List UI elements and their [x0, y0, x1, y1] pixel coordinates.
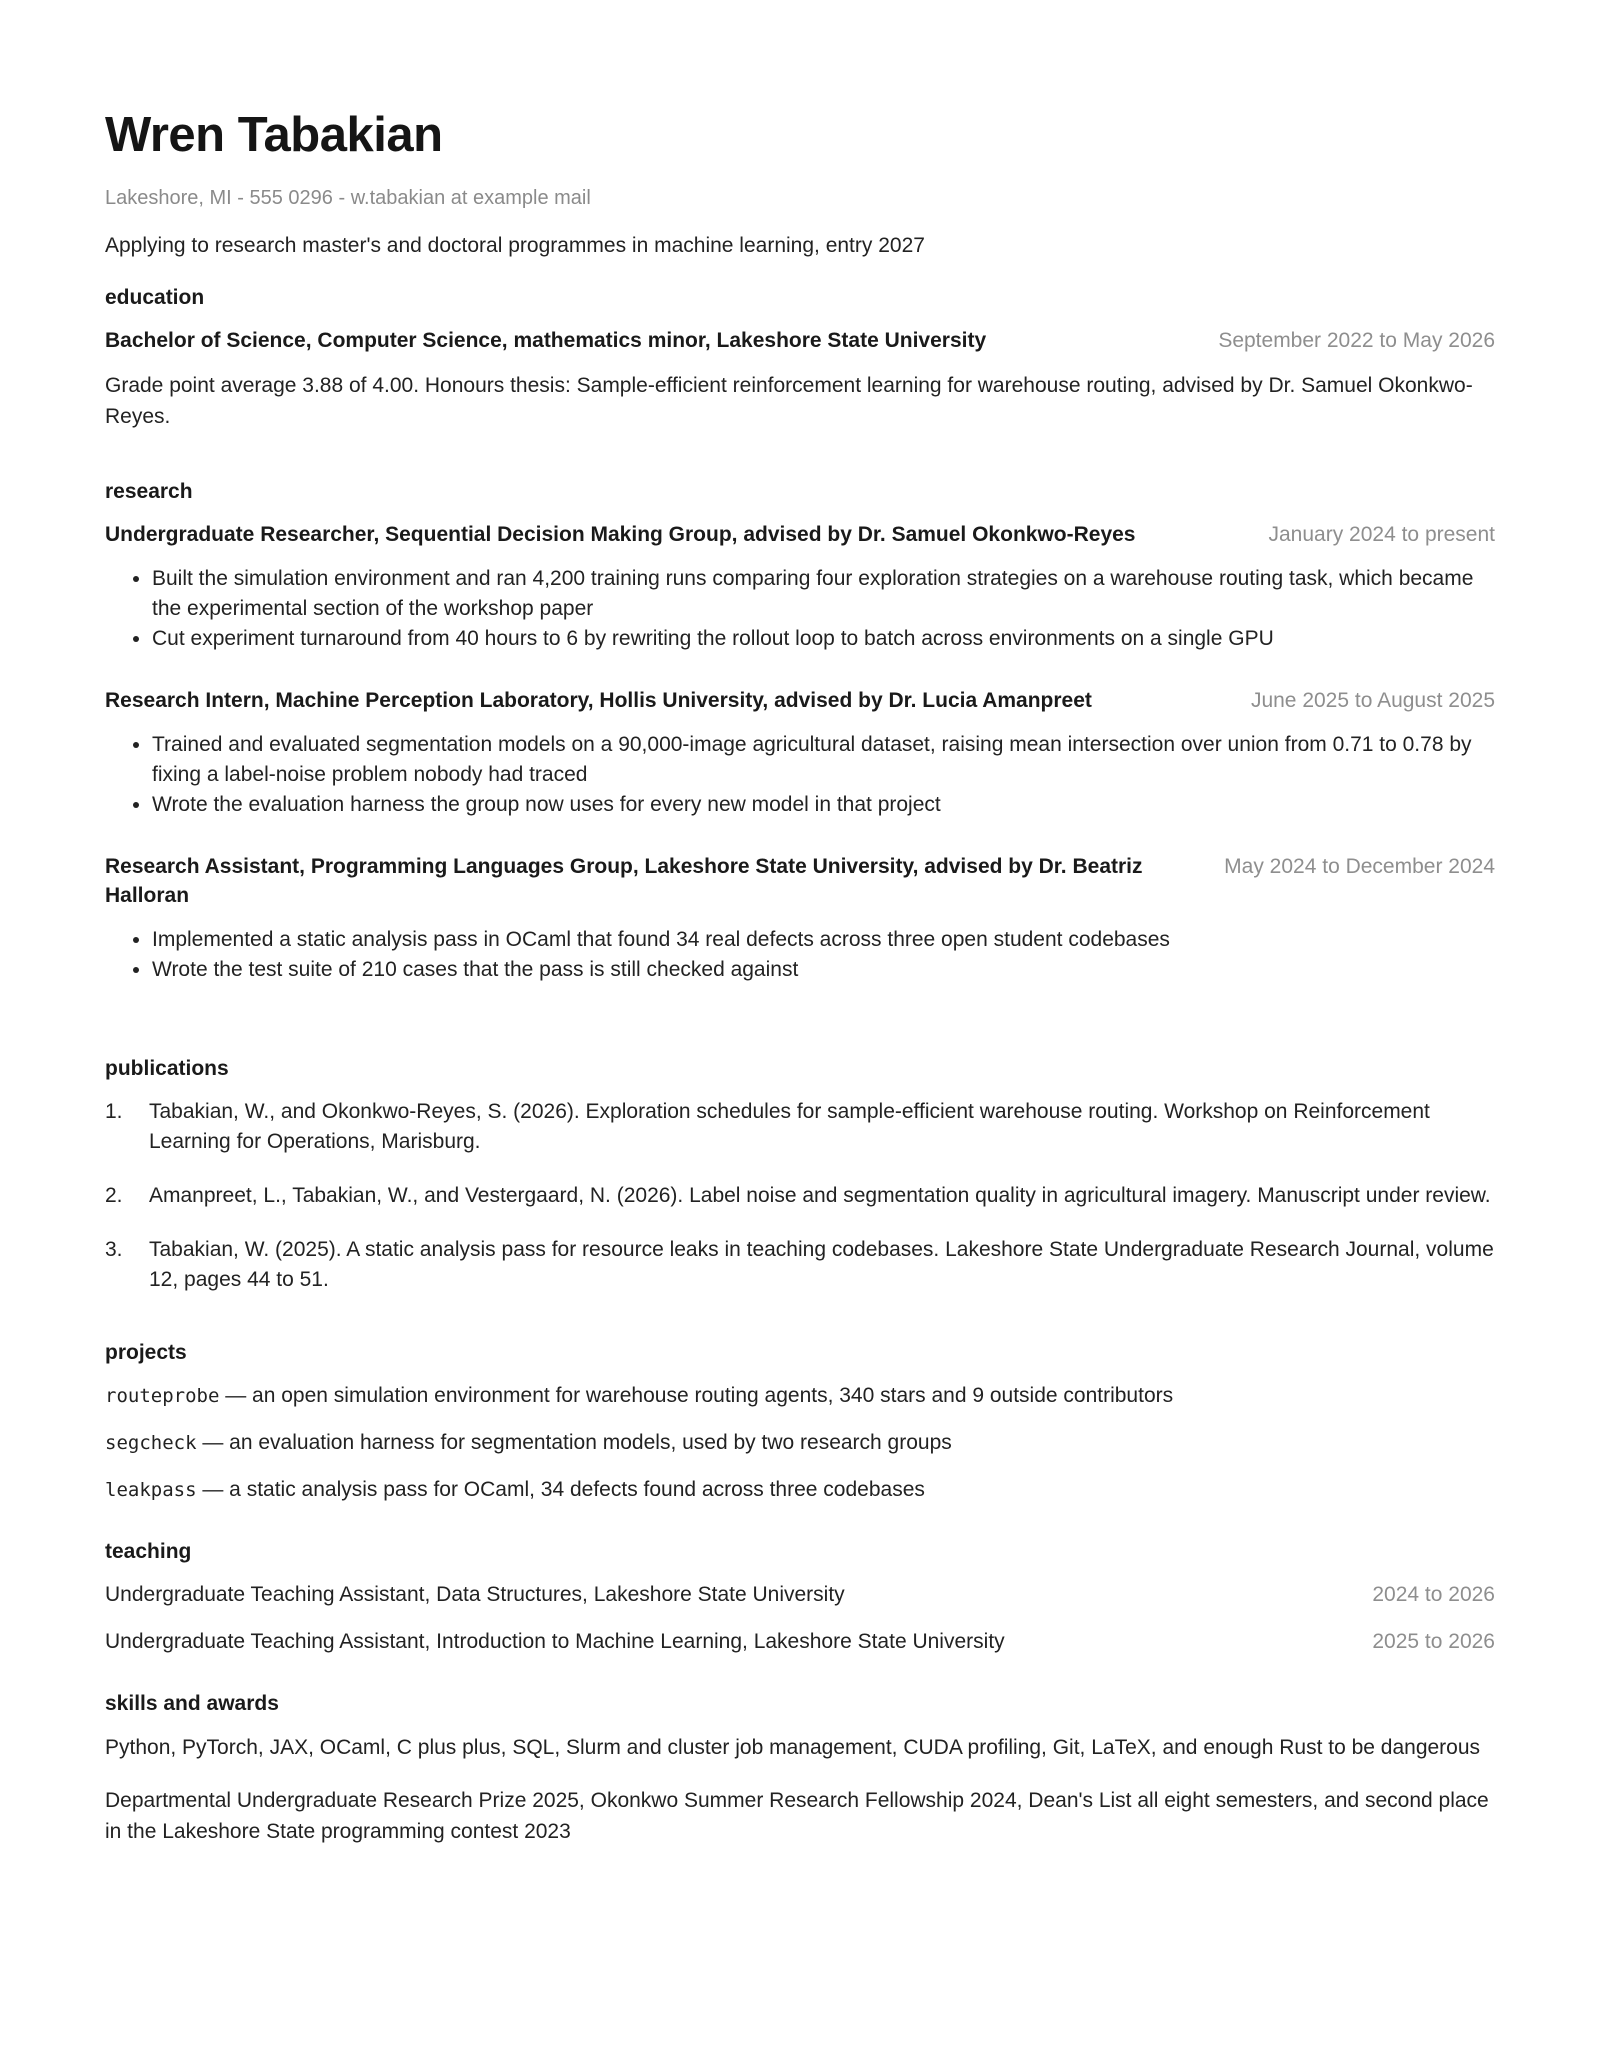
- position-title: Research Assistant, Programming Languages Group, Lakeshore State University, advised by Dr. Beatriz Halloran: [105, 855, 1143, 907]
- position-dates: May 2024 to December 2024: [1224, 855, 1495, 878]
- bullet-item: • Wrote the test suite of 210 cases that the pass is still checked against: [152, 955, 1495, 985]
- position-title: Research Intern, Machine Perception Laboratory, Hollis University, advised by Dr. Lucia Amanpreet: [105, 689, 1092, 712]
- education-details: Grade point average 3.88 of 4.00. Honours thesis: Sample-efficient reinforcement learning for warehouse routing, advised by Dr. Samuel Okonkwo-Reyes.: [105, 374, 1473, 428]
- bullet-item: • Cut experiment turnaround from 40 hours to 6 by rewriting the rollout loop to batch across environments on a single GPU: [152, 624, 1495, 654]
- education-entry: [105, 326, 1495, 355]
- objective-line: Applying to research master's and doctoral programmes in machine learning, entry 2027: [105, 234, 925, 257]
- bullet-item: • Trained and evaluated segmentation models on a 90,000-image agricultural dataset, raising mean intersection over union from 0.71 to 0.78 by fixing a label-noise problem nobody had traced: [152, 730, 1495, 790]
- publication-text: Tabakian, W., and Okonkwo-Reyes, S. (2026). Exploration schedules for sample-efficient warehouse routing. Workshop on Reinforcement Learning for Operations, Marisburg.: [149, 1100, 1430, 1153]
- section-heading-projects: projects: [105, 1341, 187, 1364]
- contact-line: Lakeshore, MI - 555 0296 - w.tabakian at example mail: [105, 187, 591, 209]
- publication-number: 1.: [105, 1100, 123, 1123]
- project-description: — an open simulation environment for warehouse routing agents, 340 stars and 9 outside contributors: [219, 1384, 1174, 1407]
- position-bullets: [105, 925, 1495, 985]
- position-title: Undergraduate Researcher, Sequential Decision Making Group, advised by Dr. Samuel Okonkwo-Reyes: [105, 523, 1136, 546]
- project-name: routeprobe: [105, 1385, 220, 1407]
- project-description: — a static analysis pass for OCaml, 34 defects found across three codebases: [196, 1478, 925, 1501]
- bullet-item: • Wrote the evaluation harness the group now uses for every new model in that project: [152, 790, 1495, 820]
- teaching-list: [105, 1580, 1495, 1657]
- position-dates: January 2024 to present: [1268, 523, 1495, 546]
- education-dates: September 2022 to May 2026: [1218, 329, 1495, 352]
- teaching-role: Undergraduate Teaching Assistant, Data Structures, Lakeshore State University: [105, 1583, 845, 1606]
- project-list: [105, 1381, 1495, 1505]
- publication-text: Tabakian, W. (2025). A static analysis pass for resource leaks in teaching codebases. Lakeshore State Undergraduate Research Journal, volume 12, pages 44 to 51.: [149, 1238, 1494, 1291]
- publication-list: [105, 1097, 1495, 1295]
- awards-text: Departmental Undergraduate Research Prize 2025, Okonkwo Summer Research Fellowship 2024, Dean's List all eight semesters, and second place in the Lakeshore State programming contest 2023: [105, 1789, 1489, 1843]
- bullet-item: • Built the simulation environment and ran 4,200 training runs comparing four exploration strategies on a warehouse routing task, which became the experimental section of the workshop paper: [152, 564, 1495, 624]
- publication-item: [105, 1097, 1495, 1157]
- teaching-role: Undergraduate Teaching Assistant, Introduction to Machine Learning, Lakeshore State University: [105, 1630, 1005, 1653]
- publication-item: [105, 1181, 1495, 1211]
- section-heading-teaching: teaching: [105, 1540, 192, 1563]
- section-heading-research: research: [105, 480, 193, 503]
- publication-number: 3.: [105, 1238, 123, 1261]
- candidate-name: Wren Tabakian: [105, 108, 443, 162]
- publication-number: 2.: [105, 1184, 123, 1207]
- publication-item: [105, 1235, 1495, 1295]
- position-bullets: [105, 730, 1495, 820]
- teaching-item: [105, 1580, 1495, 1610]
- project-name: leakpass: [105, 1479, 197, 1501]
- teaching-dates: 2025 to 2026: [1372, 1630, 1495, 1653]
- publication-text: Amanpreet, L., Tabakian, W., and Vestergaard, N. (2026). Label noise and segmentation quality in agricultural imagery. Manuscript under review.: [149, 1184, 1491, 1207]
- degree-title: Bachelor of Science, Computer Science, mathematics minor, Lakeshore State University: [105, 329, 987, 352]
- project-item: [105, 1475, 1495, 1505]
- project-item: [105, 1381, 1495, 1411]
- project-name: segcheck: [105, 1432, 197, 1454]
- section-heading-skills: skills and awards: [105, 1692, 279, 1715]
- teaching-item: [105, 1627, 1495, 1657]
- project-item: [105, 1428, 1495, 1458]
- section-heading-publications: publications: [105, 1057, 229, 1080]
- section-heading-education: education: [105, 286, 205, 309]
- research-position: [105, 686, 1495, 715]
- position-dates: June 2025 to August 2025: [1250, 689, 1495, 712]
- position-bullets: [105, 564, 1495, 654]
- project-description: — an evaluation harness for segmentation models, used by two research groups: [196, 1431, 952, 1454]
- research-position: [105, 852, 1495, 910]
- skills-text: Python, PyTorch, JAX, OCaml, C plus plus, SQL, Slurm and cluster job management, CUDA profiling, Git, LaTeX, and enough Rust to be dangerous: [105, 1736, 1481, 1759]
- research-position: [105, 520, 1495, 549]
- resume-page: [105, 100, 1495, 1847]
- teaching-dates: 2024 to 2026: [1372, 1583, 1495, 1606]
- bullet-item: • Implemented a static analysis pass in OCaml that found 34 real defects across three open student codebases: [152, 925, 1495, 955]
